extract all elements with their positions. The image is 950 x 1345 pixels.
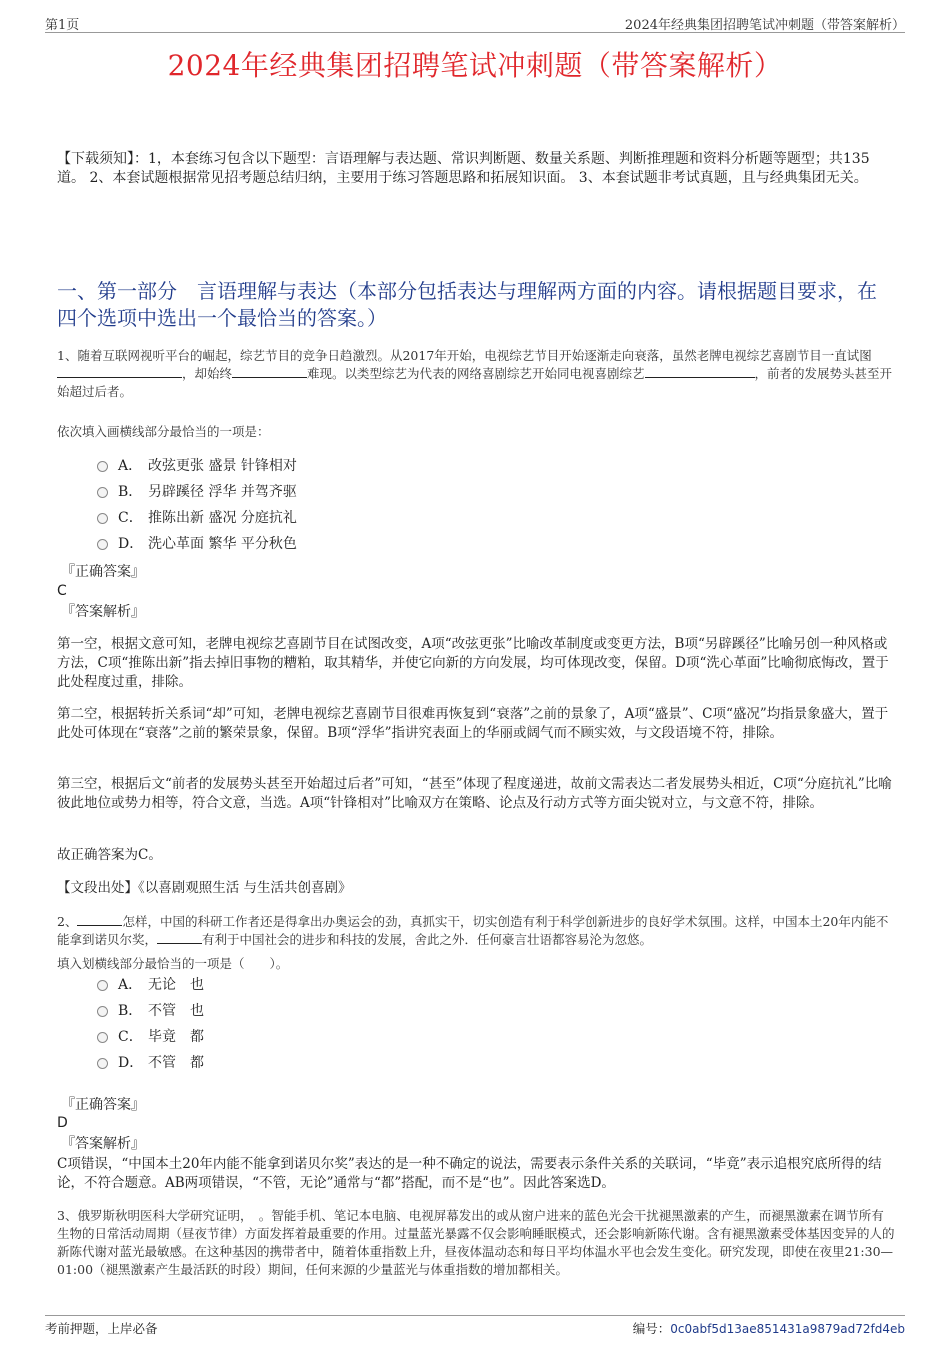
q1-conclusion: 故正确答案为C。 xyxy=(57,847,162,863)
question-2-text: 2、 怎样，中国的科研工作者还是得拿出办奥运会的劲，真抓实干，切实创造有利于科学创新进步的良好学术氛围。这样，中国本土20年内能不能拿到诺贝尔奖， 有利于中国社会的进步和科技的发展，舍此之外．任何豪言壮语都容易沦为忽悠。 xyxy=(57,914,889,947)
q1-analysis-label: 『答案解析』 xyxy=(61,604,145,620)
q2-option-a[interactable]: A． 无论 也 xyxy=(97,975,204,995)
radio-icon[interactable] xyxy=(97,513,108,524)
q2-option-c[interactable]: C． 毕竟 都 xyxy=(97,1027,204,1047)
q1-option-a[interactable]: A． 改弦更张 盛景 针锋相对 xyxy=(97,456,297,476)
page-header xyxy=(45,12,905,33)
question-1-prompt: 依次填入画横线部分最恰当的一项是： xyxy=(57,424,270,439)
q1-source: 【文段出处】《以喜剧观照生活 与生活共创喜剧》 xyxy=(57,880,352,896)
q1-answer: C xyxy=(57,583,67,599)
page-number: 第1页 xyxy=(45,18,80,33)
q2-analysis: C项错误，“中国本土20年内能不能拿到诺贝尔奖”表达的是一种不确定的说法，需要表示条件关系的关联词，“毕竟”表示追根究底所得的结论，不符合题意。AB两项错误，“不管，无论”通常与“都”搭配，而不是“也”。因此答案选D。 xyxy=(57,1156,882,1191)
q1-option-b[interactable]: B． 另辟蹊径 浮华 并驾齐驱 xyxy=(97,482,297,502)
q1-analysis-para-3: 第三空，根据后文“前者的发展势头甚至开始超过后者”可知，“甚至”体现了程度递进，故前文需表达二者发展势头相近，C项“分庭抗礼”比喻彼此地位或势力相等，符合文意，当选。A项“针锋相对”比喻双方在策略、论点及行动方式等方面尖锐对立，与文意不符，排除。 xyxy=(57,776,892,811)
q2-option-b[interactable]: B． 不管 也 xyxy=(97,1001,204,1021)
question-2-prompt: 填入划横线部分最恰当的一项是（ ）。 xyxy=(57,956,289,971)
download-notice: 【下载须知】：1，本套练习包含以下题型：言语理解与表达题、常识判断题、数量关系题、判断推理题和资料分析题等题型；共135道。 2、本套试题根据常见招考题总结归纳，主要用于练习答题思路和拓展知识面。 3、本套试题非考试真题，且与经典集团无关。 xyxy=(57,151,870,186)
document-id: 0c0abf5d13ae851431a9879ad72fd4eb xyxy=(670,1322,905,1336)
footer-code: 编号：0c0abf5d13ae851431a9879ad72fd4eb xyxy=(632,1321,905,1336)
radio-icon[interactable] xyxy=(97,461,108,472)
q1-option-c[interactable]: C． 推陈出新 盛况 分庭抗礼 xyxy=(97,508,297,528)
footer-slogan: 考前押题，上岸必备 xyxy=(45,1321,158,1336)
radio-icon[interactable] xyxy=(97,1058,108,1069)
q1-analysis-para-1: 第一空，根据文意可知，老牌电视综艺喜剧节目在试图改变，A项“改弦更张”比喻改革制度或变更方法，B项“另辟蹊径”比喻另创一种风格或方法，C项“推陈出新”指去掉旧事物的糟粕，取其精华，并使它向新的方向发展，均可体现改变，保留。D项“洗心革面”比喻彻底悔改，置于此处程度过重，排除。 xyxy=(57,636,889,690)
q2-analysis-label: 『答案解析』 xyxy=(61,1136,145,1152)
radio-icon[interactable] xyxy=(97,487,108,498)
q1-option-d[interactable]: D． 洗心革面 繁华 平分秋色 xyxy=(97,534,297,554)
q2-answer-label: 『正确答案』 xyxy=(61,1097,145,1113)
header-doc-title: 2024年经典集团招聘笔试冲刺题（带答案解析） xyxy=(624,18,905,33)
page-footer xyxy=(45,1315,905,1336)
q2-answer: D xyxy=(57,1115,68,1131)
radio-icon[interactable] xyxy=(97,980,108,991)
radio-icon[interactable] xyxy=(97,539,108,550)
question-1-text: 1、随着互联网视听平台的崛起，综艺节目的竞争日趋激烈。从2017年开始，电视综艺节目开始逐渐走向衰落，虽然老牌电视综艺喜剧节目一直试图，却始终 难现。以类型综艺为代表的网络喜剧综艺开始同电视喜剧综艺 ，前者的发展势头甚至开始超过后者。 xyxy=(57,348,893,399)
q1-answer-label: 『正确答案』 xyxy=(61,564,145,580)
radio-icon[interactable] xyxy=(97,1006,108,1017)
document-title: 2024年经典集团招聘笔试冲刺题（带答案解析） xyxy=(167,49,783,82)
section-heading: 一、第一部分 言语理解与表达（本部分包括表达与理解两方面的内容。请根据题目要求，在四个选项中选出一个最恰当的答案。） xyxy=(57,279,877,330)
q1-analysis-para-2: 第二空，根据转折关系词“却”可知，老牌电视综艺喜剧节目很难再恢复到“衰落”之前的景象了，A项“盛景”、C项“盛况”均指景象盛大，置于此处可体现在“衰落”之前的繁荣景象，保留。B项“浮华”指讲究表面上的华丽或阔气而不顾实效，与文段语境不符，排除。 xyxy=(57,706,889,741)
radio-icon[interactable] xyxy=(97,1032,108,1043)
q2-option-d[interactable]: D． 不管 都 xyxy=(97,1053,204,1073)
question-3-text: 3、俄罗斯秋明医科大学研究证明， 。智能手机、笔记本电脑、电视屏幕发出的或从窗户进来的蓝色光会干扰褪黑激素的产生，而褪黑激素在调节所有生物的日常活动周期（昼夜节律）方面发挥着最重要的作用。过量蓝光暴露不仅会影响睡眠模式，还会影响新陈代谢。含有褪黑激素受体基因变异的人的新陈代谢对蓝光最敏感。在这种基因的携带者中，随着体重指数上升，昼夜体温动态和每日平均体温水平也会发生变化。研究发现，即使在夜里21:30—01:00（褪黑激素产生最活跃的时段）期间，任何来源的少量蓝光与体重指数的增加都相关。 xyxy=(57,1208,895,1277)
